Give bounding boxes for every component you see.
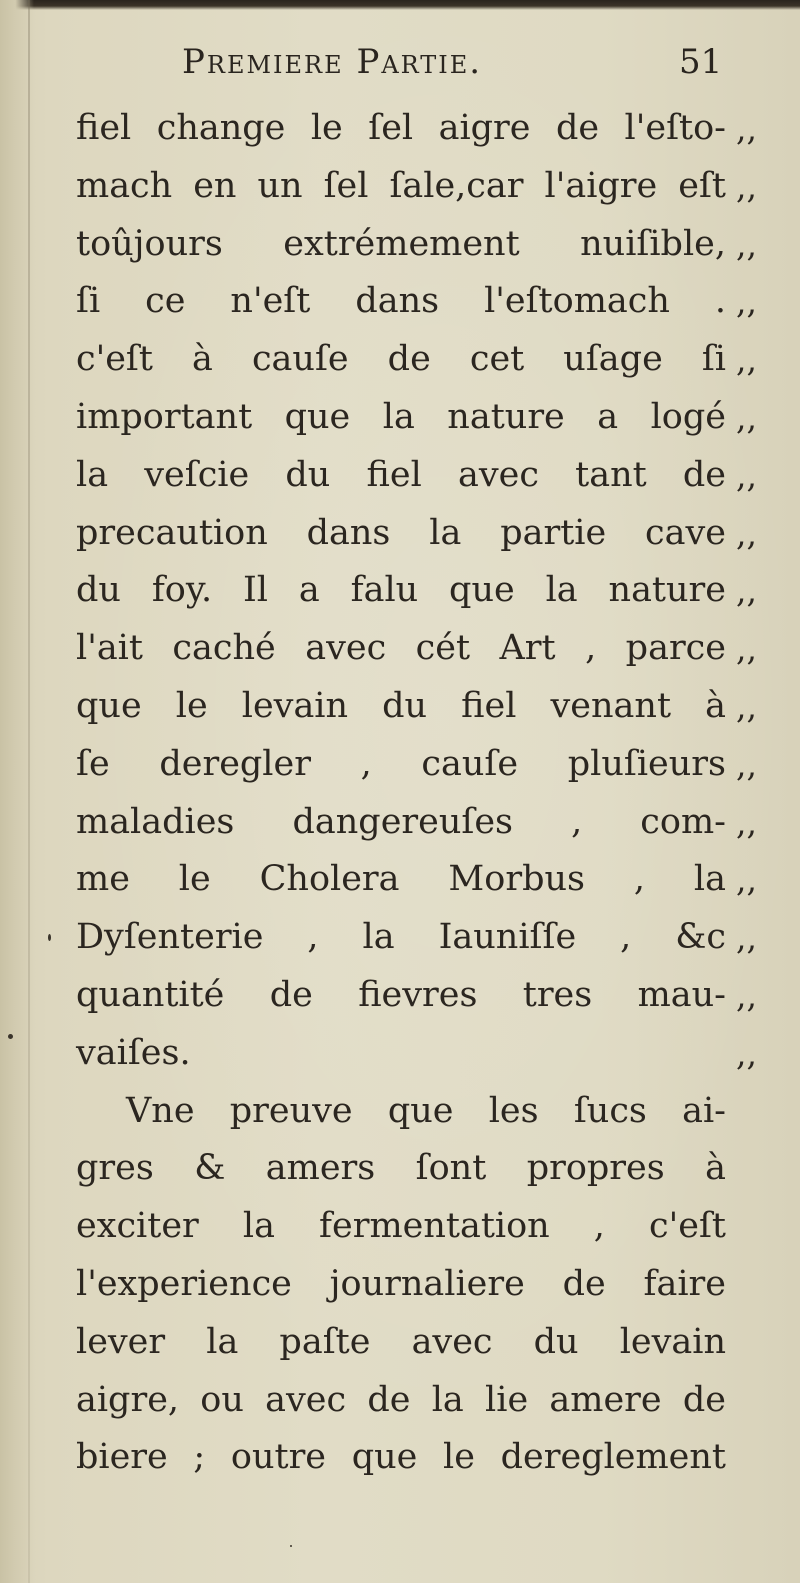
line-text: du foy. Il a falu que la nature: [76, 570, 726, 611]
line-text: fiel change le ſel aigre de l'eſto-: [76, 108, 726, 148]
quotation-marker: ,,: [736, 802, 757, 842]
running-head-title: Premiere Partie.: [182, 42, 483, 82]
text-line: [76, 909, 757, 967]
line-text: que le levain du fiel venant à: [76, 685, 726, 726]
text-line: [76, 736, 757, 794]
line-text: biere ; outre que le dereglement: [76, 1437, 726, 1478]
quotation-marker: ,,: [736, 282, 757, 322]
text-line: [76, 505, 757, 563]
line-text: lever la paſte avec du levain: [76, 1321, 726, 1362]
quotation-marker: ,,: [736, 918, 757, 958]
line-text: exciter la fermentation , c'eſt: [76, 1206, 726, 1247]
text-line: [76, 794, 757, 852]
text-line: [76, 331, 757, 389]
line-text: precaution dans la partie cave: [76, 512, 726, 553]
text-line: [76, 216, 757, 274]
line-text: c'eſt à cauſe de cet uſage ſi: [76, 339, 726, 380]
line-text: quantité de fievres tres mau-: [76, 974, 726, 1015]
line-text: l'experience journaliere de faire: [76, 1263, 726, 1304]
text-line: [76, 1025, 757, 1083]
line-text: me le Cholera Morbus , la: [76, 859, 726, 900]
text-line: [76, 447, 757, 505]
quotation-marker: ,,: [736, 686, 757, 726]
line-text: aigre, ou avec de la lie amere de: [76, 1379, 726, 1420]
text-line: [76, 158, 757, 216]
text-line: [76, 678, 757, 736]
ink-speck: [48, 934, 51, 941]
text-line: [76, 1083, 726, 1141]
text-line: [76, 1256, 726, 1314]
text-line: [76, 1429, 726, 1487]
quotation-marker: ,,: [736, 1033, 757, 1073]
text-line: [76, 273, 757, 331]
ink-speck: [8, 1034, 13, 1039]
line-text: l'ait caché avec cét Art , parce: [76, 628, 726, 669]
line-text: maladies dangereuſes , com-: [76, 801, 726, 842]
text-line: [76, 389, 757, 447]
line-text: ſi ce n'eſt dans l'eſtomach .: [76, 281, 726, 322]
ink-speck: [290, 1545, 292, 1547]
text-line: [76, 1198, 726, 1256]
text-line: [76, 851, 757, 909]
quotation-marker: ,,: [736, 629, 757, 669]
quotation-marker: ,,: [736, 166, 757, 206]
page-number: 51: [679, 42, 723, 82]
text-line: [76, 1140, 726, 1198]
line-text: gres & amers ſont propres à: [76, 1148, 726, 1189]
quotation-marker: ,,: [736, 571, 757, 611]
quotation-marker: ,,: [736, 513, 757, 553]
quotation-marker: ,,: [736, 340, 757, 380]
binding-gutter: [28, 0, 30, 1583]
line-text: mach en un ſel ſale,car l'aigre eſt: [76, 165, 726, 206]
line-text: Dyſenterie , la Iauniſſe , &c: [76, 917, 726, 958]
text-line: [76, 1314, 726, 1372]
line-text: Vne preuve que les ſucs ai-: [126, 1090, 726, 1131]
running-head: [0, 40, 800, 90]
text-line: [76, 967, 757, 1025]
text-line: [76, 100, 757, 158]
text-line: [76, 620, 757, 678]
quotation-marker: ,,: [736, 744, 757, 784]
quotation-marker: ,,: [736, 397, 757, 437]
quotation-marker: ,,: [736, 455, 757, 495]
quotation-marker: ,,: [736, 109, 757, 148]
line-text: toûjours extrémement nuiſible,: [76, 223, 726, 264]
line-text: important que la nature a logé: [76, 396, 726, 437]
quotation-marker: ,,: [736, 975, 757, 1015]
text-line: [76, 1372, 726, 1430]
quotation-marker: ,,: [736, 224, 757, 264]
text-line: [76, 562, 757, 620]
quotation-marker: ,,: [736, 860, 757, 900]
page-top-edge: [0, 0, 800, 10]
line-text: ſe deregler , cauſe pluſieurs: [76, 743, 726, 784]
line-text: la veſcie du fiel avec tant de: [76, 454, 726, 495]
body-text: [76, 100, 757, 1487]
line-text: vaiſes.: [76, 1032, 191, 1073]
